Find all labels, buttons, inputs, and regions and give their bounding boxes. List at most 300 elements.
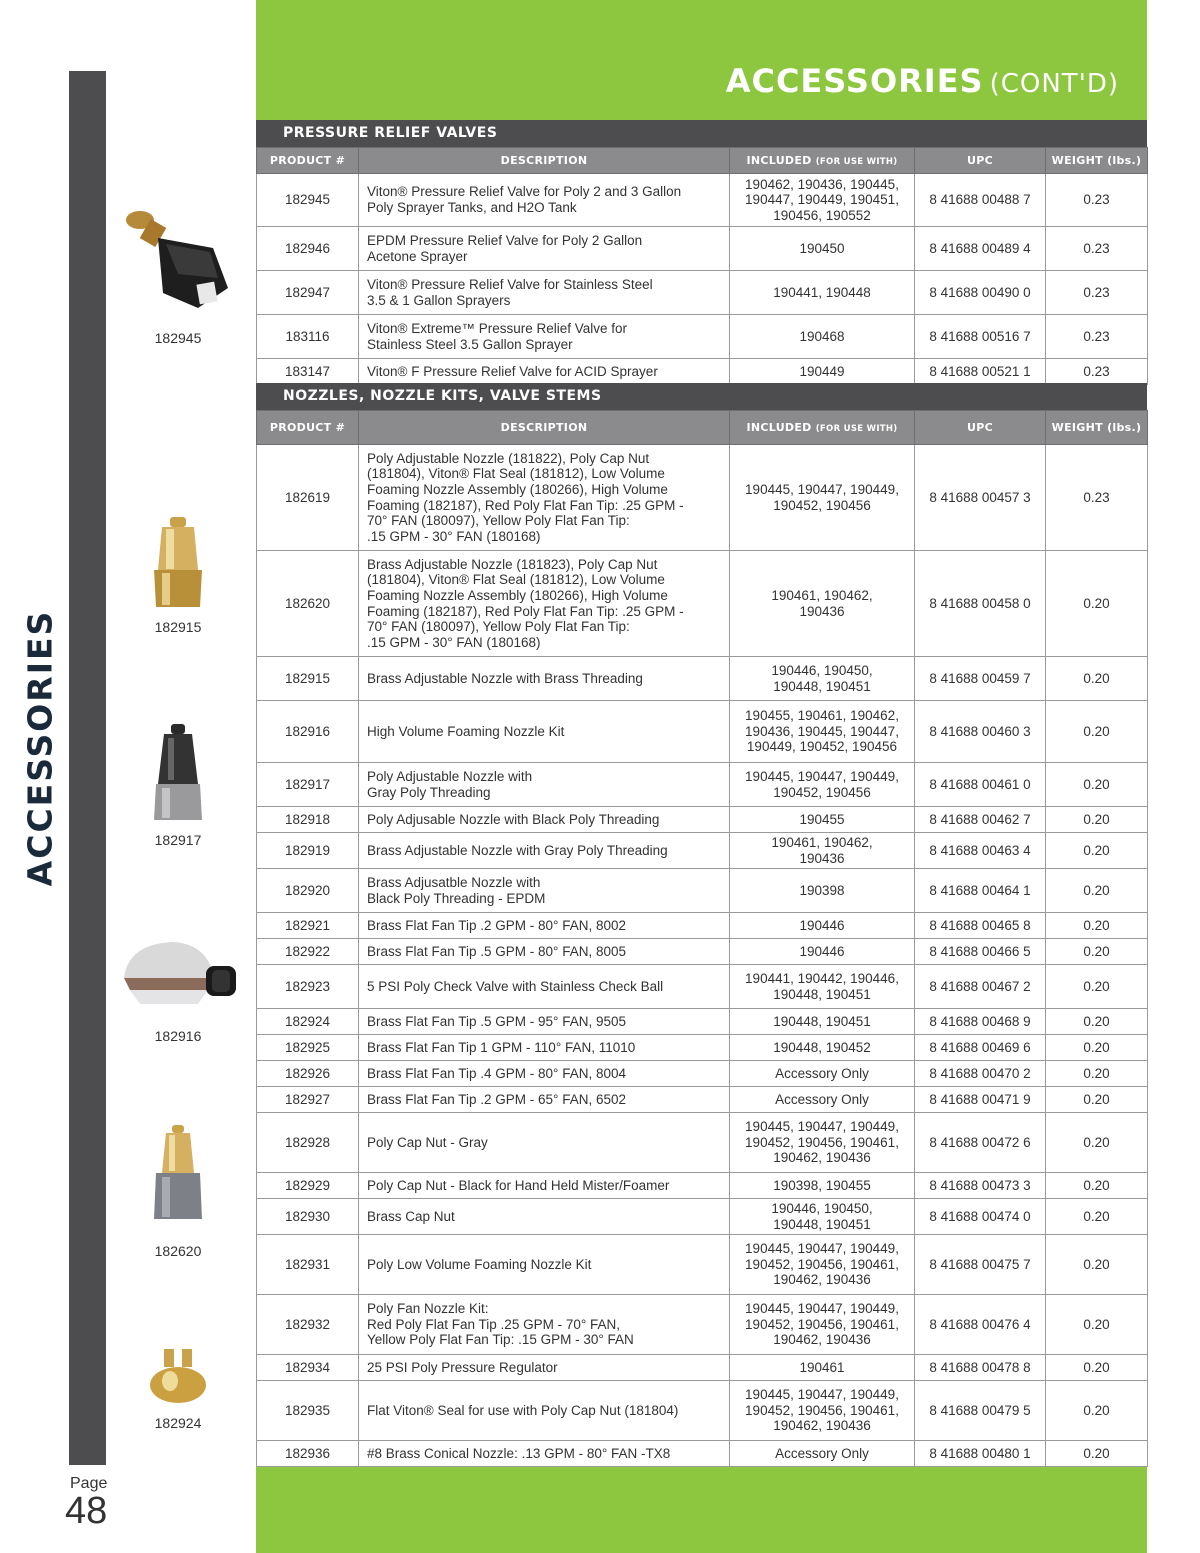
upc-cell — [915, 1087, 1046, 1113]
table-header-row — [257, 148, 1148, 174]
description-cell — [359, 174, 730, 227]
weight-cell — [1046, 445, 1148, 551]
brass-flat-fan-tip-icon — [118, 1345, 238, 1405]
description-cell-text: Brass Flat Fan Tip 1 GPM - 110° FAN, 11010 — [367, 1039, 636, 1055]
description-cell-text: Brass Adjusatble Nozzle with Black Poly Threading - EPDM — [367, 874, 546, 906]
upc-cell — [915, 965, 1046, 1009]
table-row — [257, 445, 1148, 551]
description-cell-text: Brass Flat Fan Tip .5 GPM - 80° FAN, 8005 — [367, 943, 626, 959]
upc-cell — [915, 939, 1046, 965]
table-row — [257, 1113, 1148, 1173]
weight-cell-text: 0.20 — [1083, 1091, 1110, 1107]
product-number-cell-text: 182927 — [284, 1091, 331, 1107]
product-number-cell-text: 182922 — [284, 943, 331, 959]
included-cell — [730, 1061, 915, 1087]
weight-cell-text: 0.20 — [1083, 1177, 1110, 1193]
product-number-cell-text: 182921 — [284, 917, 331, 933]
description-cell — [359, 1035, 730, 1061]
description-cell-text: Poly Adjustable Nozzle with Gray Poly Threading — [367, 768, 533, 800]
description-cell — [359, 1061, 730, 1087]
upc-cell — [915, 1235, 1046, 1295]
included-cell-text: 190462, 190436, 190445, 190447, 190449, 190451, 190456, 190552 — [745, 176, 899, 223]
description-cell-text: Flat Viton® Seal for use with Poly Cap Nut (181804) — [367, 1402, 679, 1418]
table-row — [257, 1355, 1148, 1381]
description-cell — [359, 701, 730, 763]
description-cell-text: Viton® Extreme™ Pressure Relief Valve for Stainless Steel 3.5 Gallon Sprayer — [367, 320, 628, 352]
product-number-cell-text: 183147 — [284, 363, 331, 379]
description-cell-text: Viton® F Pressure Relief Valve for ACID Sprayer — [367, 363, 658, 379]
column-header-upc: UPC — [915, 148, 1046, 174]
upc-cell — [915, 833, 1046, 869]
description-cell — [359, 913, 730, 939]
product-number-cell — [257, 869, 359, 913]
weight-cell-text: 0.20 — [1083, 670, 1110, 686]
table-row — [257, 1173, 1148, 1199]
weight-cell-text: 0.20 — [1083, 1445, 1110, 1461]
upc-cell — [915, 763, 1046, 807]
footer-banner — [256, 1466, 1147, 1553]
weight-cell — [1046, 657, 1148, 701]
description-cell-text: Brass Flat Fan Tip .5 GPM - 95° FAN, 9505 — [367, 1013, 626, 1029]
table-row — [257, 701, 1148, 763]
product-number-cell — [257, 174, 359, 227]
weight-cell — [1046, 913, 1148, 939]
table-row — [257, 657, 1148, 701]
product-number-cell — [257, 1173, 359, 1199]
description-cell-text: Poly Cap Nut - Black for Hand Held Mister/Foamer — [367, 1177, 670, 1193]
upc-cell — [915, 1061, 1046, 1087]
upc-cell — [915, 1381, 1046, 1441]
weight-cell-text: 0.20 — [1083, 1359, 1110, 1375]
product-number-cell — [257, 227, 359, 271]
upc-cell — [915, 359, 1046, 385]
included-cell — [730, 227, 915, 271]
poly-nozzle-icon — [118, 722, 238, 832]
weight-cell — [1046, 1061, 1148, 1087]
upc-cell-text: 8 41688 00469 6 — [929, 1039, 1031, 1055]
section-title-pressure-relief-valves: PRESSURE RELIEF VALVES — [256, 120, 1147, 147]
description-cell-text: Poly Low Volume Foaming Nozzle Kit — [367, 1256, 592, 1272]
product-number-cell — [257, 1061, 359, 1087]
included-cell-text: Accessory Only — [775, 1445, 869, 1461]
description-cell — [359, 1113, 730, 1173]
product-number-cell — [257, 1235, 359, 1295]
description-cell-text: 25 PSI Poly Pressure Regulator — [367, 1359, 558, 1375]
product-number-cell — [257, 965, 359, 1009]
included-cell — [730, 965, 915, 1009]
upc-cell — [915, 271, 1046, 315]
upc-cell — [915, 807, 1046, 833]
product-number-cell-text: 182919 — [284, 842, 331, 858]
included-cell — [730, 807, 915, 833]
header-banner — [256, 0, 1147, 120]
description-cell — [359, 1355, 730, 1381]
table-row — [257, 1441, 1148, 1467]
column-header-included — [730, 148, 915, 174]
description-cell-text: Poly Adjusable Nozzle with Black Poly Threading — [367, 811, 660, 827]
description-cell-text: Brass Cap Nut — [367, 1208, 455, 1224]
table-row — [257, 1035, 1148, 1061]
product-image-label: 182917 — [154, 832, 202, 848]
included-cell — [730, 315, 915, 359]
upc-cell — [915, 1355, 1046, 1381]
product-number-cell-text: 182945 — [284, 192, 331, 208]
description-cell-text: High Volume Foaming Nozzle Kit — [367, 723, 565, 739]
description-cell — [359, 271, 730, 315]
included-cell-text: 190455 — [799, 811, 845, 827]
vertical-section-title: ACCESSORIES — [20, 609, 60, 887]
column-header-included-label: INCLUDED — [746, 421, 812, 434]
weight-cell-text: 0.20 — [1083, 723, 1110, 739]
product-number-cell-text: 182930 — [284, 1208, 331, 1224]
product-number-cell — [257, 833, 359, 869]
pressure-relief-valve-icon — [118, 208, 238, 328]
product-number-cell-text: 182918 — [284, 811, 331, 827]
upc-cell — [915, 1199, 1046, 1235]
included-cell — [730, 913, 915, 939]
description-cell — [359, 227, 730, 271]
product-number-cell-text: 182917 — [284, 776, 331, 792]
upc-cell — [915, 551, 1046, 657]
table-row — [257, 1295, 1148, 1355]
included-cell-text: 190446, 190450, 190448, 190451 — [771, 1200, 873, 1232]
product-number-cell — [257, 1035, 359, 1061]
upc-cell — [915, 1441, 1046, 1467]
weight-cell-text: 0.20 — [1083, 1402, 1110, 1418]
column-header-upc: UPC — [915, 411, 1046, 445]
column-header-product: PRODUCT # — [257, 148, 359, 174]
product-number-cell-text: 182920 — [284, 882, 331, 898]
included-cell — [730, 359, 915, 385]
weight-cell — [1046, 1087, 1148, 1113]
upc-cell-text: 8 41688 00475 7 — [929, 1256, 1031, 1272]
weight-cell — [1046, 1173, 1148, 1199]
product-number-cell — [257, 1355, 359, 1381]
upc-cell-text: 8 41688 00464 1 — [929, 882, 1031, 898]
product-number-cell-text: 182619 — [284, 489, 331, 505]
table-row — [257, 551, 1148, 657]
included-cell — [730, 271, 915, 315]
description-cell — [359, 1087, 730, 1113]
table-row — [257, 315, 1148, 359]
product-number-cell-text: 182923 — [284, 978, 331, 994]
product-number-cell-text: 182929 — [284, 1177, 331, 1193]
product-number-cell-text: 182947 — [284, 284, 331, 300]
upc-cell-text: 8 41688 00473 3 — [929, 1177, 1031, 1193]
description-cell — [359, 657, 730, 701]
product-image-label: 182620 — [154, 1243, 202, 1259]
description-cell — [359, 1009, 730, 1035]
weight-cell — [1046, 869, 1148, 913]
side-accent-bar — [69, 71, 106, 1465]
product-number-cell-text: 182935 — [284, 1402, 331, 1418]
upc-cell-text: 8 41688 00465 8 — [929, 917, 1031, 933]
upc-cell-text: 8 41688 00463 4 — [929, 842, 1031, 858]
product-number-cell — [257, 913, 359, 939]
weight-cell-text: 0.20 — [1083, 842, 1110, 858]
description-cell — [359, 1199, 730, 1235]
upc-cell — [915, 1173, 1046, 1199]
table-row — [257, 227, 1148, 271]
weight-cell-text: 0.20 — [1083, 917, 1110, 933]
weight-cell-text: 0.23 — [1083, 284, 1110, 300]
upc-cell-text: 8 41688 00478 8 — [929, 1359, 1031, 1375]
page-title — [726, 62, 1119, 100]
weight-cell — [1046, 807, 1148, 833]
weight-cell-text: 0.23 — [1083, 489, 1110, 505]
column-header-product: PRODUCT # — [257, 411, 359, 445]
upc-cell-text: 8 41688 00468 9 — [929, 1013, 1031, 1029]
product-number-cell — [257, 657, 359, 701]
product-number-cell-text: 182915 — [284, 670, 331, 686]
upc-cell — [915, 701, 1046, 763]
included-cell-text: Accessory Only — [775, 1091, 869, 1107]
weight-cell — [1046, 359, 1148, 385]
column-header-included-note: (FOR USE WITH) — [815, 424, 898, 434]
column-header-description: DESCRIPTION — [359, 148, 730, 174]
weight-cell — [1046, 701, 1148, 763]
weight-cell — [1046, 965, 1148, 1009]
description-cell-text: Poly Cap Nut - Gray — [367, 1134, 488, 1150]
weight-cell — [1046, 1355, 1148, 1381]
included-cell-text: 190448, 190451 — [773, 1013, 871, 1029]
included-cell — [730, 445, 915, 551]
description-cell-text: Brass Adjustable Nozzle with Gray Poly Threading — [367, 842, 668, 858]
weight-cell — [1046, 271, 1148, 315]
included-cell — [730, 1295, 915, 1355]
description-cell-text: #8 Brass Conical Nozzle: .13 GPM - 80° FAN -TX8 — [367, 1445, 671, 1461]
included-cell — [730, 551, 915, 657]
column-header-included — [730, 411, 915, 445]
product-number-cell — [257, 701, 359, 763]
product-number-cell-text: 182924 — [284, 1013, 331, 1029]
weight-cell — [1046, 1441, 1148, 1467]
foaming-nozzle-kit-icon — [118, 938, 238, 1018]
upc-cell-text: 8 41688 00466 5 — [929, 943, 1031, 959]
product-number-cell — [257, 315, 359, 359]
weight-cell-text: 0.20 — [1083, 1013, 1110, 1029]
brass-nozzle-icon — [118, 515, 238, 615]
upc-cell — [915, 227, 1046, 271]
product-number-cell-text: 182931 — [284, 1256, 331, 1272]
description-cell-text: Brass Adjustable Nozzle (181823), Poly Cap Nut (181804), Viton® Flat Seal (181812), Low Volume Foaming Nozzle Assembly (180266), High Volume Foaming (182187), Red Poly Flat Fan Tip: .25 GPM - 70° FAN (180097), Yellow Poly Flat Fan Tip: .15 GPM - 30° FAN (180168) — [367, 556, 684, 650]
description-cell-text: Poly Fan Nozzle Kit: Red Poly Flat Fan Tip .25 GPM - 70° FAN, Yellow Poly Flat Fan Tip: .15 GPM - 30° FAN — [367, 1301, 634, 1348]
included-cell-text: 190461, 190462, 190436 — [771, 834, 873, 866]
weight-cell — [1046, 227, 1148, 271]
weight-cell — [1046, 1235, 1148, 1295]
weight-cell-text: 0.20 — [1083, 776, 1110, 792]
product-number-cell — [257, 1199, 359, 1235]
included-cell-text: 190441, 190442, 190446, 190448, 190451 — [745, 970, 899, 1002]
description-cell-text: Poly Adjustable Nozzle (181822), Poly Cap Nut (181804), Viton® Flat Seal (181812), Low Volume Foaming Nozzle Assembly (180266), High Volume Foaming (182187), Red Poly Flat Fan Tip: .25 GPM - 70° FAN (180097), Yellow Poly Flat Fan Tip: .15 GPM - 30° FAN (180168) — [367, 450, 684, 544]
table-row — [257, 271, 1148, 315]
weight-cell — [1046, 1295, 1148, 1355]
upc-cell-text: 8 41688 00458 0 — [929, 595, 1031, 611]
table-row — [257, 1381, 1148, 1441]
product-number-cell — [257, 939, 359, 965]
upc-cell-text: 8 41688 00479 5 — [929, 1402, 1031, 1418]
upc-cell — [915, 315, 1046, 359]
table-row — [257, 1199, 1148, 1235]
upc-cell-text: 8 41688 00471 9 — [929, 1091, 1031, 1107]
included-cell — [730, 1235, 915, 1295]
upc-cell-text: 8 41688 00457 3 — [929, 489, 1031, 505]
included-cell-text: 190441, 190448 — [773, 284, 871, 300]
included-cell — [730, 701, 915, 763]
included-cell-text: 190449 — [799, 363, 845, 379]
product-number-cell — [257, 763, 359, 807]
included-cell-text: 190461 — [799, 1359, 845, 1375]
product-image-label: 182945 — [154, 330, 202, 346]
weight-cell — [1046, 939, 1148, 965]
product-number-cell — [257, 1009, 359, 1035]
upc-cell — [915, 174, 1046, 227]
upc-cell — [915, 913, 1046, 939]
included-cell — [730, 763, 915, 807]
included-cell — [730, 174, 915, 227]
included-cell — [730, 1355, 915, 1381]
upc-cell-text: 8 41688 00462 7 — [929, 811, 1031, 827]
product-number-cell — [257, 1087, 359, 1113]
upc-cell-text: 8 41688 00488 7 — [929, 192, 1031, 208]
included-cell — [730, 1009, 915, 1035]
description-cell — [359, 869, 730, 913]
weight-cell-text: 0.20 — [1083, 882, 1110, 898]
upc-cell — [915, 1035, 1046, 1061]
weight-cell — [1046, 763, 1148, 807]
description-cell — [359, 763, 730, 807]
product-number-cell — [257, 1381, 359, 1441]
product-number-cell-text: 182928 — [284, 1134, 331, 1150]
description-cell — [359, 807, 730, 833]
product-number-cell-text: 183116 — [285, 328, 330, 344]
included-cell-text: 190445, 190447, 190449, 190452, 190456, 190461, 190462, 190436 — [745, 1241, 899, 1288]
pressure-relief-valves-table — [256, 147, 1148, 385]
description-cell — [359, 1295, 730, 1355]
included-cell-text: 190446 — [799, 917, 845, 933]
weight-cell-text: 0.20 — [1083, 1065, 1110, 1081]
product-number-cell — [257, 1113, 359, 1173]
table-row — [257, 1061, 1148, 1087]
column-header-included-label: INCLUDED — [746, 154, 812, 167]
weight-cell — [1046, 174, 1148, 227]
weight-cell-text: 0.20 — [1083, 811, 1110, 827]
brass-nozzle-gray-cap-icon — [118, 1125, 238, 1225]
description-cell-text: Brass Flat Fan Tip .2 GPM - 80° FAN, 8002 — [367, 917, 626, 933]
description-cell — [359, 833, 730, 869]
product-number-cell — [257, 359, 359, 385]
upc-cell-text: 8 41688 00480 1 — [929, 1445, 1031, 1461]
weight-cell — [1046, 1009, 1148, 1035]
upc-cell-text: 8 41688 00521 1 — [929, 363, 1031, 379]
included-cell — [730, 1199, 915, 1235]
weight-cell-text: 0.20 — [1083, 943, 1110, 959]
table-row — [257, 807, 1148, 833]
column-header-description: DESCRIPTION — [359, 411, 730, 445]
upc-cell-text: 8 41688 00490 0 — [929, 284, 1031, 300]
weight-cell — [1046, 1113, 1148, 1173]
table-row — [257, 174, 1148, 227]
included-cell — [730, 1113, 915, 1173]
table-row — [257, 833, 1148, 869]
column-header-weight: WEIGHT (lbs.) — [1046, 411, 1148, 445]
upc-cell — [915, 657, 1046, 701]
description-cell-text: 5 PSI Poly Check Valve with Stainless Check Ball — [367, 978, 664, 994]
weight-cell — [1046, 1035, 1148, 1061]
weight-cell — [1046, 1381, 1148, 1441]
upc-cell — [915, 1113, 1046, 1173]
upc-cell-text: 8 41688 00467 2 — [929, 978, 1031, 994]
table-row — [257, 359, 1148, 385]
description-cell — [359, 1173, 730, 1199]
description-cell — [359, 551, 730, 657]
upc-cell-text: 8 41688 00472 6 — [929, 1134, 1031, 1150]
included-cell — [730, 833, 915, 869]
description-cell-text: Viton® Pressure Relief Valve for Poly 2 and 3 Gallon Poly Sprayer Tanks, and H2O Tank — [367, 184, 682, 215]
product-number-cell — [257, 551, 359, 657]
table-row — [257, 1087, 1148, 1113]
product-number-cell-text: 182932 — [284, 1316, 331, 1332]
included-cell — [730, 939, 915, 965]
product-number-cell — [257, 445, 359, 551]
upc-cell-text: 8 41688 00474 0 — [929, 1208, 1031, 1224]
description-cell — [359, 1381, 730, 1441]
description-cell-text: EPDM Pressure Relief Valve for Poly 2 Gallon Acetone Sprayer — [367, 232, 643, 264]
page-label: Page — [70, 1475, 108, 1492]
page-title-main: ACCESSORIES — [725, 62, 984, 100]
upc-cell — [915, 869, 1046, 913]
upc-cell-text: 8 41688 00459 7 — [929, 670, 1031, 686]
weight-cell-text: 0.20 — [1083, 1256, 1110, 1272]
weight-cell-text: 0.23 — [1083, 328, 1110, 344]
included-cell-text: 190398 — [799, 882, 845, 898]
upc-cell-text: 8 41688 00516 7 — [929, 328, 1031, 344]
included-cell-text: 190445, 190447, 190449, 190452, 190456, 190461, 190462, 190436 — [745, 1119, 899, 1166]
weight-cell — [1046, 551, 1148, 657]
product-number-cell-text: 182946 — [284, 240, 331, 256]
table-row — [257, 1009, 1148, 1035]
product-number-cell — [257, 271, 359, 315]
table-header-row — [257, 411, 1148, 445]
product-number-cell-text: 182936 — [284, 1445, 331, 1461]
included-cell-text: 190398, 190455 — [773, 1177, 871, 1193]
weight-cell — [1046, 1199, 1148, 1235]
table-row — [257, 913, 1148, 939]
included-cell-text: 190445, 190447, 190449, 190452, 190456 — [745, 768, 899, 800]
included-cell-text: 190446, 190450, 190448, 190451 — [771, 662, 873, 694]
product-number-cell-text: 182925 — [284, 1039, 331, 1055]
upc-cell-text: 8 41688 00489 4 — [929, 240, 1031, 256]
included-cell-text: 190448, 190452 — [773, 1039, 871, 1055]
weight-cell-text: 0.23 — [1083, 192, 1110, 208]
description-cell — [359, 359, 730, 385]
weight-cell-text: 0.20 — [1083, 1208, 1110, 1224]
description-cell-text: Viton® Pressure Relief Valve for Stainless Steel 3.5 & 1 Gallon Sprayers — [367, 276, 653, 308]
included-cell-text: Accessory Only — [775, 1065, 869, 1081]
table-row — [257, 869, 1148, 913]
weight-cell-text: 0.23 — [1083, 240, 1110, 256]
included-cell — [730, 657, 915, 701]
included-cell-text: 190446 — [799, 943, 845, 959]
description-cell-text: Brass Flat Fan Tip .2 GPM - 65° FAN, 6502 — [367, 1091, 626, 1107]
column-header-weight: WEIGHT (lbs.) — [1046, 148, 1148, 174]
column-header-included-note: (FOR USE WITH) — [815, 157, 898, 167]
included-cell-text: 190445, 190447, 190449, 190452, 190456 — [745, 481, 899, 513]
product-number-cell — [257, 1295, 359, 1355]
description-cell — [359, 445, 730, 551]
description-cell — [359, 315, 730, 359]
table-row — [257, 763, 1148, 807]
